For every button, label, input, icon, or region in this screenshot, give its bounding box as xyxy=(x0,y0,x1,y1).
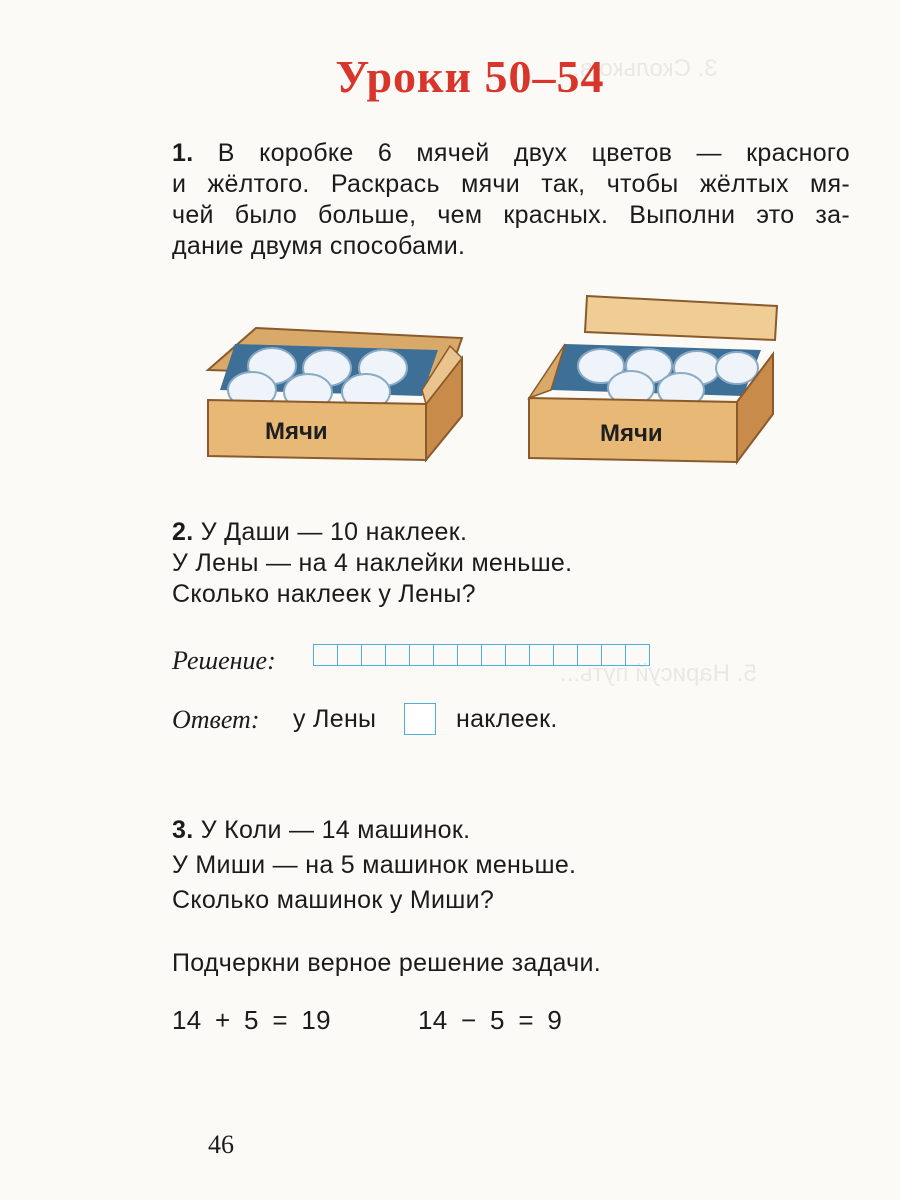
task-3-number: 3. xyxy=(172,816,194,844)
grid-cell[interactable] xyxy=(409,644,434,666)
grid-cell[interactable] xyxy=(625,644,650,666)
grid-cell[interactable] xyxy=(457,644,482,666)
grid-cell[interactable] xyxy=(601,644,626,666)
task-1-line-3: чей было больше, чем красных. Выполни это за- xyxy=(172,201,850,229)
grid-cell[interactable] xyxy=(529,644,554,666)
task-2-number: 2. xyxy=(172,518,194,546)
task-1-line-4: дание двумя способами. xyxy=(172,232,466,260)
ball-box-1 xyxy=(200,318,470,468)
page-title: Уроки 50–54 xyxy=(335,51,605,102)
task-3-line-1: У Коли — 14 машинок. xyxy=(200,816,471,844)
solution-option-1[interactable]: 14 + 5 = 19 xyxy=(172,1005,331,1035)
show-through-text: 5. Нарисуй путь... xyxy=(560,660,757,687)
task-1-line-1: В коробке 6 мячей двух цветов — красного xyxy=(217,139,850,167)
ball-box-1-label: Мячи xyxy=(265,418,328,445)
page-number: 46 xyxy=(208,1130,234,1159)
answer-input-box[interactable] xyxy=(404,703,436,735)
task-2-line-1: У Даши — 10 наклеек. xyxy=(200,518,468,546)
task-2 xyxy=(172,517,572,610)
grid-cell[interactable] xyxy=(337,644,362,666)
task-3-line-2: У Миши — на 5 машинок меньше. xyxy=(172,851,577,879)
grid-cell[interactable] xyxy=(361,644,386,666)
task-1 xyxy=(172,138,850,262)
ball xyxy=(716,352,758,384)
grid-cell[interactable] xyxy=(385,644,410,666)
solution-option-2[interactable]: 14 − 5 = 9 xyxy=(418,1005,563,1035)
ball-box-2-label: Мячи xyxy=(600,420,663,447)
task-2-line-2: У Лены — на 4 наклейки меньше. xyxy=(172,549,573,577)
solution-grid[interactable] xyxy=(314,644,650,666)
show-through-text: 3. Сколько в... xyxy=(560,55,718,82)
answer-suffix: наклеек. xyxy=(456,705,558,733)
task-1-number: 1. xyxy=(172,139,194,167)
answer-label: Ответ: xyxy=(172,705,260,734)
task-2-line-3: Сколько наклеек у Лены? xyxy=(172,580,476,608)
grid-cell[interactable] xyxy=(577,644,602,666)
grid-cell[interactable] xyxy=(481,644,506,666)
solution-label: Решение: xyxy=(172,646,276,675)
answer-prefix: у Лены xyxy=(293,705,377,733)
task-3-instruction: Подчеркни верное решение задачи. xyxy=(172,949,601,977)
task-3 xyxy=(172,815,576,916)
grid-cell[interactable] xyxy=(313,644,338,666)
grid-cell[interactable] xyxy=(433,644,458,666)
grid-cell[interactable] xyxy=(505,644,530,666)
task-1-line-2: и жёлтого. Раскрась мячи так, чтобы жёлтых мя- xyxy=(172,170,850,198)
grid-cell[interactable] xyxy=(553,644,578,666)
task-3-line-3: Сколько машинок у Миши? xyxy=(172,886,495,914)
